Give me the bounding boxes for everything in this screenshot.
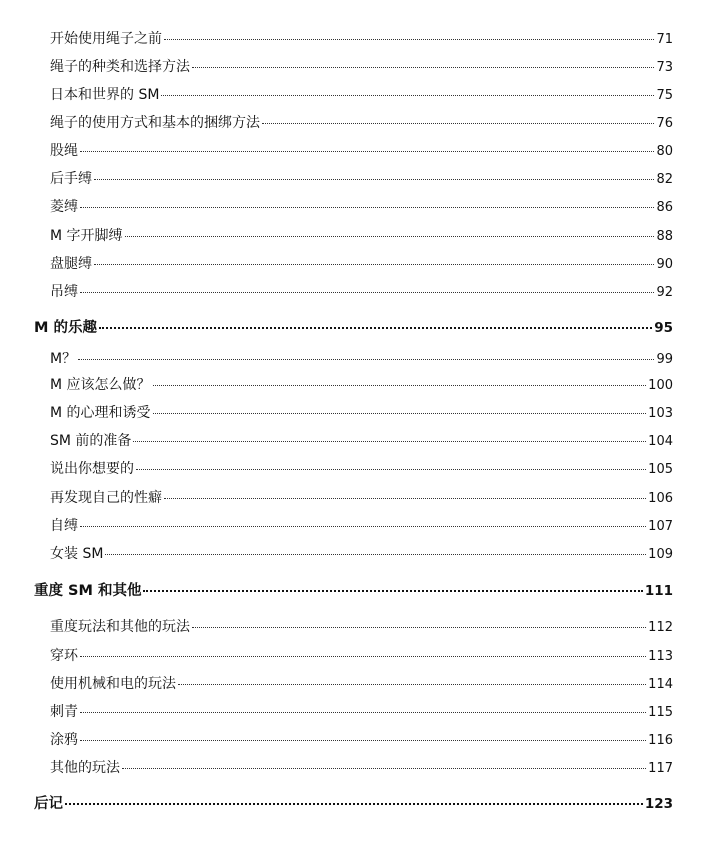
toc-entry-page: 86 [656,200,673,215]
toc-entry-title: 其他的玩法 [50,760,120,776]
toc-entry[interactable] [50,196,673,218]
toc-chapter-page: 111 [644,583,673,599]
toc-entry[interactable] [50,487,673,509]
toc-entry[interactable] [50,281,673,303]
dot-leader [133,441,646,442]
toc-entry-page: 114 [648,677,673,692]
toc-entry[interactable] [50,348,673,370]
dot-leader [164,498,646,499]
toc-entry-page: 112 [648,620,673,635]
toc-entry-page: 116 [648,733,673,748]
toc-entry-title: 使用机械和电的玩法 [50,676,176,692]
toc-chapter-title: M 的乐趣 [34,320,97,336]
toc-entry-title: M 字开脚缚 [50,228,123,244]
dot-leader [80,656,646,657]
toc-entry-title: 绳子的使用方式和基本的捆绑方法 [50,115,260,131]
toc-entry[interactable] [50,701,673,723]
toc-entry-title: 自缚 [50,518,78,534]
dot-leader [94,179,654,180]
toc-entry[interactable] [50,140,673,162]
toc-entry-page: 76 [656,116,673,131]
toc-entry-page: 117 [648,761,673,776]
dot-leader [65,803,643,805]
dot-leader [99,327,652,329]
toc-entry[interactable] [50,757,673,779]
toc-entry[interactable] [50,225,673,247]
dot-leader [80,712,646,713]
toc-entry[interactable] [50,430,673,452]
toc-entry-page: 109 [648,547,673,562]
toc-entry-title: 后手缚 [50,171,92,187]
toc-entry[interactable] [50,112,673,134]
toc-chapter-page: 123 [644,796,673,812]
toc-entry-title: SM 前的准备 [50,433,132,449]
toc-entry-title: 绳子的种类和选择方法 [50,59,190,75]
toc-entry[interactable] [50,84,673,106]
toc-entry-page: 82 [656,172,673,187]
toc-entry-page: 115 [648,705,673,720]
toc-entry-title: 重度玩法和其他的玩法 [50,619,190,635]
toc-entry[interactable] [50,515,673,537]
toc-entry-title: 穿环 [50,648,78,664]
dot-leader [153,413,647,414]
dot-leader [80,151,654,152]
toc-entry[interactable] [50,28,673,50]
toc-entry-title: M？ [50,351,77,367]
dot-leader [122,768,646,769]
toc-entry-page: 103 [648,406,673,421]
toc-entry[interactable] [50,543,673,565]
toc-entry-title: 刺青 [50,704,78,720]
dot-leader [161,95,654,96]
toc-chapter[interactable] [34,580,673,602]
toc-entry[interactable] [50,402,673,424]
toc-entry-page: 80 [656,144,673,159]
toc-chapter[interactable] [34,317,673,339]
toc-entry[interactable] [50,673,673,695]
toc-entry[interactable] [50,374,673,396]
toc-entry-page: 88 [656,229,673,244]
toc-entry-page: 90 [656,257,673,272]
toc-entry-title: 再发现自己的性癖 [50,490,162,506]
toc-entry-title: 开始使用绳子之前 [50,31,162,47]
toc-entry-page: 71 [656,32,673,47]
dot-leader [80,740,646,741]
toc-entry-title: 盘腿缚 [50,256,92,272]
dot-leader [78,359,654,360]
dot-leader [105,554,646,555]
toc-entry-page: 99 [656,352,673,367]
dot-leader [164,39,654,40]
toc-entry[interactable] [50,458,673,480]
toc-entry[interactable] [50,253,673,275]
dot-leader [136,469,646,470]
toc-entry-title: 日本和世界的 SM [50,87,160,103]
toc-entry-page: 92 [656,285,673,300]
toc-entry-page: 73 [656,60,673,75]
toc-entry-title: 说出你想要的 [50,461,134,477]
dot-leader [153,385,647,386]
toc-chapter-title: 后记 [34,796,63,812]
toc-entry-title: M 应该怎么做？ [50,377,151,393]
toc-entry-title: 菱缚 [50,199,78,215]
toc-entry-page: 106 [648,491,673,506]
dot-leader [94,264,654,265]
dot-leader [80,207,654,208]
toc-entry-title: M 的心理和诱受 [50,405,151,421]
toc-entry-page: 104 [648,434,673,449]
toc-entry-page: 113 [648,649,673,664]
toc-entry-title: 吊缚 [50,284,78,300]
dot-leader [178,684,646,685]
toc-entry-page: 107 [648,519,673,534]
dot-leader [192,627,646,628]
toc-entry[interactable] [50,645,673,667]
dot-leader [143,590,642,592]
toc-entry-page: 75 [656,88,673,103]
dot-leader [80,526,646,527]
toc-chapter[interactable] [34,793,673,815]
toc-entry-title: 女装 SM [50,546,104,562]
toc-entry[interactable] [50,56,673,78]
toc-entry[interactable] [50,616,673,638]
dot-leader [80,292,654,293]
toc-entry-title: 股绳 [50,143,78,159]
toc-chapter-title: 重度 SM 和其他 [34,583,142,599]
toc-entry[interactable] [50,168,673,190]
toc-entry[interactable] [50,729,673,751]
toc-entry-title: 涂鸦 [50,732,78,748]
toc-entry-page: 105 [648,462,673,477]
toc-entry-page: 100 [648,378,673,393]
dot-leader [262,123,654,124]
dot-leader [125,236,655,237]
toc-chapter-page: 95 [654,320,673,336]
dot-leader [192,67,654,68]
